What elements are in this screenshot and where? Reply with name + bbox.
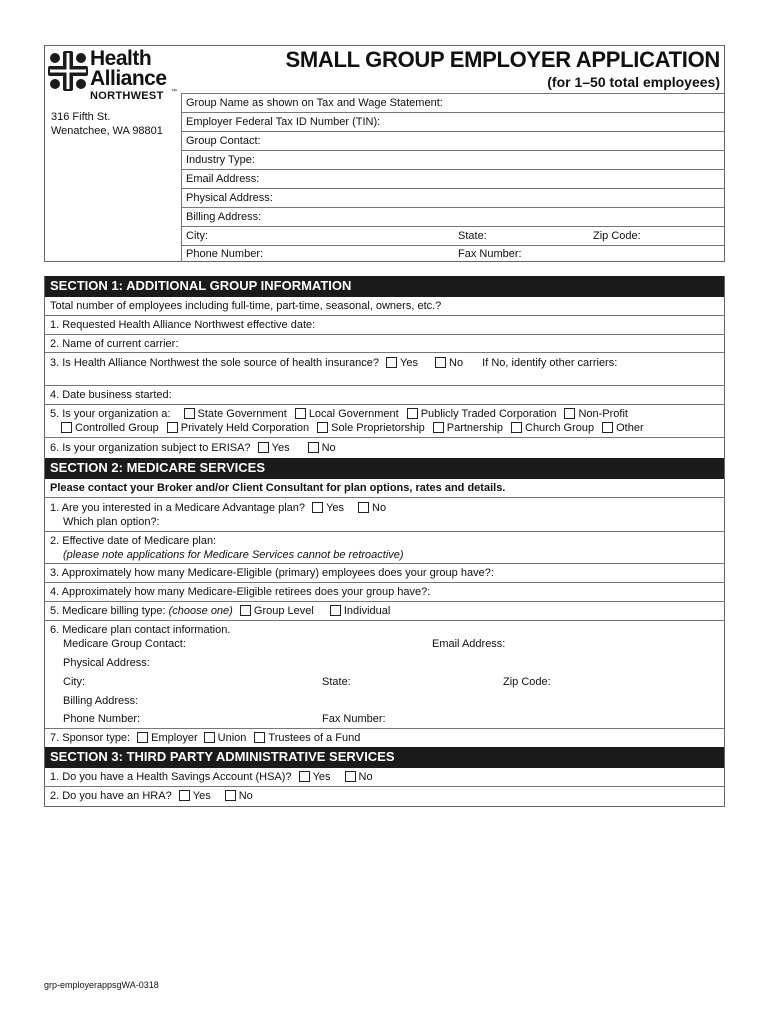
checkbox[interactable] bbox=[225, 790, 236, 801]
q5-options-line2 bbox=[61, 422, 654, 435]
group-info-fields bbox=[181, 93, 725, 262]
group-level-option[interactable] bbox=[240, 605, 314, 618]
question-label bbox=[50, 605, 400, 618]
medicare-contact-field[interactable]: Medicare Group Contact: bbox=[63, 638, 186, 650]
checkbox[interactable] bbox=[358, 502, 369, 513]
hra-no-option[interactable] bbox=[225, 790, 253, 803]
q3-no-option[interactable] bbox=[435, 357, 463, 370]
checkbox[interactable] bbox=[295, 408, 306, 419]
question-label: 2. Effective date of Medicare plan: bbox=[50, 535, 217, 547]
address-city: Wenatchee, WA 98801 bbox=[51, 125, 163, 137]
field-group-contact[interactable] bbox=[182, 132, 725, 151]
option-label: Group Level bbox=[253, 605, 314, 617]
option-label: Yes bbox=[326, 502, 345, 514]
field-phone-label: Phone Number: bbox=[186, 248, 264, 260]
checkbox[interactable] bbox=[345, 771, 356, 782]
s1-q5-organization-type bbox=[45, 405, 724, 438]
field-tin[interactable] bbox=[182, 113, 725, 132]
question-label: 4. Approximately how many Medicare-Eligible retirees does your group have?: bbox=[50, 586, 431, 598]
retroactive-note: (please note applications for Medicare Services cannot be retroactive) bbox=[63, 549, 404, 561]
medicare-physical-address-field[interactable]: Physical Address: bbox=[63, 657, 150, 669]
option-label: No bbox=[321, 442, 336, 454]
s1-q2-current-carrier[interactable] bbox=[45, 335, 724, 353]
field-zip-label: Zip Code: bbox=[593, 230, 641, 242]
page-title: SMALL GROUP EMPLOYER APPLICATION bbox=[285, 47, 720, 72]
q6-no-option[interactable] bbox=[308, 442, 336, 455]
field-label: Employer Federal Tax ID Number (TIN): bbox=[186, 116, 381, 128]
option-label: Other bbox=[616, 422, 644, 434]
option-label: Publicly Traded Corporation bbox=[420, 408, 557, 420]
checkbox[interactable] bbox=[317, 422, 328, 433]
question-label: 1. Requested Health Alliance Northwest effective date: bbox=[50, 319, 316, 331]
option-label: Employer bbox=[151, 732, 198, 744]
option-label: Yes bbox=[400, 357, 418, 369]
field-email[interactable] bbox=[182, 170, 725, 189]
sponsor-option[interactable] bbox=[254, 732, 360, 745]
option-label: Church Group bbox=[525, 422, 595, 434]
question-label: 2. Name of current carrier: bbox=[50, 338, 179, 350]
checkbox[interactable] bbox=[602, 422, 613, 433]
checkbox[interactable] bbox=[184, 408, 195, 419]
s2-q4-eligible-retirees[interactable] bbox=[45, 583, 724, 602]
option-label: Controlled Group bbox=[75, 422, 159, 434]
sponsor-option[interactable] bbox=[204, 732, 247, 745]
field-label: Physical Address: bbox=[186, 192, 273, 204]
q6-yes-option[interactable] bbox=[258, 442, 290, 455]
sponsor-option[interactable] bbox=[137, 732, 197, 745]
q3-yes-option[interactable] bbox=[386, 357, 418, 370]
question-label bbox=[50, 771, 383, 784]
medicare-email-field[interactable]: Email Address: bbox=[432, 638, 506, 650]
s1-q6-erisa bbox=[45, 438, 724, 458]
checkbox[interactable] bbox=[258, 442, 269, 453]
q5-option[interactable] bbox=[407, 408, 557, 421]
option-label: No bbox=[238, 790, 253, 802]
form-code-footer: grp-employerappsgWA-0318 bbox=[44, 980, 159, 990]
s3-q2-hra bbox=[45, 787, 724, 806]
field-city-label: City: bbox=[186, 230, 208, 242]
option-label: Trustees of a Fund bbox=[268, 732, 361, 744]
s2-q1-no-option[interactable] bbox=[358, 502, 386, 515]
q5-option[interactable] bbox=[295, 408, 399, 421]
field-industry-type[interactable] bbox=[182, 151, 725, 170]
hsa-no-option[interactable] bbox=[345, 771, 373, 784]
checkbox[interactable] bbox=[330, 605, 341, 616]
field-phone-fax[interactable] bbox=[182, 246, 725, 263]
q5-option[interactable] bbox=[61, 422, 159, 435]
checkbox[interactable] bbox=[433, 422, 444, 433]
health-alliance-logo-icon bbox=[48, 51, 88, 91]
q5-option[interactable] bbox=[511, 422, 594, 435]
field-label: Billing Address: bbox=[186, 211, 262, 223]
checkbox[interactable] bbox=[299, 771, 310, 782]
medicare-phone-field[interactable]: Phone Number: bbox=[63, 713, 141, 725]
q6-text: 6. Is your organization subject to ERISA? bbox=[50, 442, 251, 454]
option-label: Yes bbox=[312, 771, 331, 783]
option-label: Union bbox=[217, 732, 247, 744]
question-label bbox=[50, 502, 396, 515]
field-label: Group Contact: bbox=[186, 135, 261, 147]
checkbox[interactable] bbox=[167, 422, 178, 433]
logo bbox=[48, 48, 178, 104]
field-label: Email Address: bbox=[186, 173, 260, 185]
option-label: Yes bbox=[192, 790, 211, 802]
field-city-state-zip[interactable] bbox=[182, 227, 725, 246]
s2-q5-billing-type bbox=[45, 602, 724, 621]
s2-q2-effective-date[interactable] bbox=[45, 532, 724, 564]
checkbox[interactable] bbox=[179, 790, 190, 801]
s2-q1-medicare-advantage bbox=[45, 498, 724, 532]
logo-word-health: Health bbox=[90, 47, 152, 70]
q5-text: 5. Medicare billing type: bbox=[50, 605, 166, 617]
option-label: No bbox=[358, 771, 373, 783]
checkbox[interactable] bbox=[308, 442, 319, 453]
q5-option[interactable] bbox=[433, 422, 503, 435]
section3-header: SECTION 3: THIRD PARTY ADMINISTRATIVE SERVICES bbox=[45, 747, 724, 768]
s2-q1-yes-option[interactable] bbox=[312, 502, 344, 515]
question-label: 3. Approximately how many Medicare-Eligible (primary) employees does your group have?: bbox=[50, 567, 494, 579]
checkbox[interactable] bbox=[511, 422, 522, 433]
q5-option[interactable] bbox=[564, 408, 628, 421]
s1-q3-sole-source bbox=[45, 353, 724, 386]
option-label: No bbox=[372, 502, 387, 514]
option-label: Sole Proprietorship bbox=[331, 422, 425, 434]
s1-q4-date-started[interactable] bbox=[45, 386, 724, 405]
field-group-name[interactable] bbox=[182, 94, 725, 113]
field-state-label: State: bbox=[458, 230, 487, 242]
address-street: 316 Fifth St. bbox=[51, 111, 111, 123]
checkbox[interactable] bbox=[435, 357, 446, 368]
section2-note-text: Please contact your Broker and/or Client Consultant for plan options, rates and details. bbox=[50, 482, 506, 494]
medicare-city-field[interactable]: City: bbox=[63, 676, 85, 688]
medicare-fax-field[interactable]: Fax Number: bbox=[322, 713, 386, 725]
s3-q1-hsa bbox=[45, 768, 724, 787]
checkbox[interactable] bbox=[254, 732, 265, 743]
option-label: State Government bbox=[197, 408, 287, 420]
logo-trademark: ™ bbox=[171, 89, 177, 95]
s2-q6-contact-info bbox=[45, 621, 724, 729]
option-label: No bbox=[449, 357, 464, 369]
question-label: Total number of employees including full-time, part-time, seasonal, owners, etc.? bbox=[50, 300, 442, 312]
q1-text: 1. Are you interested in a Medicare Advantage plan? bbox=[50, 502, 306, 514]
option-label: Yes bbox=[271, 442, 290, 454]
section1-header: SECTION 1: ADDITIONAL GROUP INFORMATION bbox=[45, 276, 724, 297]
q7-text: 7. Sponsor type: bbox=[50, 732, 131, 744]
q5-text: 5. Is your organization a: bbox=[50, 408, 171, 420]
section2-header: SECTION 2: MEDICARE SERVICES bbox=[45, 458, 724, 479]
s2-q7-sponsor-type bbox=[45, 729, 724, 747]
checkbox[interactable] bbox=[240, 605, 251, 616]
medicare-zip-field[interactable]: Zip Code: bbox=[503, 676, 551, 688]
q5-option[interactable] bbox=[184, 408, 287, 421]
checkbox[interactable] bbox=[137, 732, 148, 743]
checkbox[interactable] bbox=[312, 502, 323, 513]
question-label bbox=[50, 732, 370, 745]
s2-note bbox=[45, 479, 724, 498]
medicare-billing-address-field[interactable]: Billing Address: bbox=[63, 695, 139, 707]
checkbox[interactable] bbox=[386, 357, 397, 368]
q5-option[interactable] bbox=[602, 422, 644, 435]
individual-option[interactable] bbox=[330, 605, 390, 618]
question-label bbox=[50, 442, 346, 455]
question-label bbox=[50, 357, 617, 370]
option-label: Partnership bbox=[446, 422, 503, 434]
checkbox[interactable] bbox=[564, 408, 575, 419]
q3-if-no-label: If No, identify other carriers: bbox=[482, 357, 618, 369]
field-fax-label: Fax Number: bbox=[458, 248, 522, 260]
question-label: 4. Date business started: bbox=[50, 389, 172, 401]
q1-text: 1. Do you have a Health Savings Account (HSA)? bbox=[50, 771, 292, 783]
field-label: Group Name as shown on Tax and Wage Statement: bbox=[186, 97, 443, 109]
option-label: Individual bbox=[343, 605, 391, 617]
option-label: Privately Held Corporation bbox=[180, 422, 310, 434]
option-label: Non-Profit bbox=[578, 408, 628, 420]
field-label: Industry Type: bbox=[186, 154, 255, 166]
question-label: 6. Medicare plan contact information. bbox=[50, 624, 231, 636]
checkbox[interactable] bbox=[61, 422, 72, 433]
logo-word-alliance: Alliance bbox=[90, 67, 167, 90]
option-label: Local Government bbox=[308, 408, 399, 420]
question-label bbox=[50, 790, 263, 803]
s1-q1-effective-date[interactable] bbox=[45, 316, 724, 335]
s1-total-employees[interactable] bbox=[45, 297, 724, 316]
checkbox[interactable] bbox=[407, 408, 418, 419]
field-billing-address[interactable] bbox=[182, 208, 725, 227]
hsa-yes-option[interactable] bbox=[299, 771, 331, 784]
page-subtitle: (for 1–50 total employees) bbox=[547, 74, 720, 90]
logo-word-northwest: NORTHWEST bbox=[90, 90, 164, 102]
s2-q3-eligible-employees[interactable] bbox=[45, 564, 724, 583]
hra-yes-option[interactable] bbox=[179, 790, 211, 803]
choose-one-note: (choose one) bbox=[168, 605, 233, 617]
q5-option[interactable] bbox=[167, 422, 309, 435]
medicare-state-field[interactable]: State: bbox=[322, 676, 351, 688]
checkbox[interactable] bbox=[204, 732, 215, 743]
which-plan-label[interactable]: Which plan option?: bbox=[63, 516, 160, 528]
field-physical-address[interactable] bbox=[182, 189, 725, 208]
sections-box bbox=[44, 276, 725, 807]
q5-option[interactable] bbox=[317, 422, 425, 435]
q2-text: 2. Do you have an HRA? bbox=[50, 790, 172, 802]
q3-text: 3. Is Health Alliance Northwest the sole source of health insurance? bbox=[50, 357, 379, 369]
question-label bbox=[50, 408, 638, 421]
